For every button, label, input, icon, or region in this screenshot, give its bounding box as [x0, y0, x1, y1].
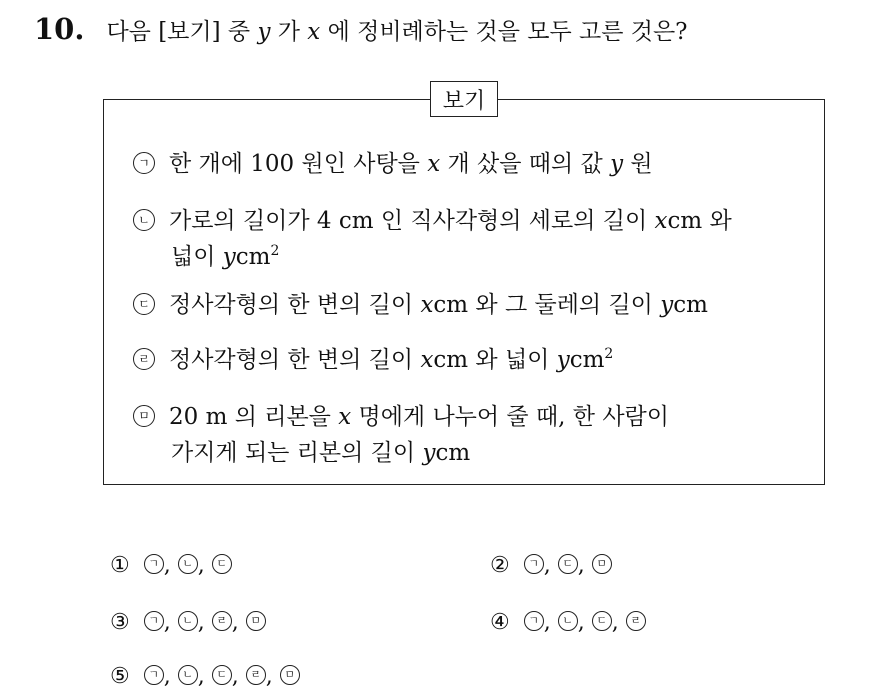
item-text: 개 샀을 때의 값 — [447, 151, 603, 177]
variable-y: y — [660, 292, 674, 318]
item-line-2 — [133, 239, 732, 275]
variable-y: y — [556, 347, 570, 373]
choice-mark: ㄱ — [524, 611, 544, 631]
variable-x: x — [307, 19, 321, 45]
choice-5[interactable]: ⑤ ㄱ , ㄴ , ㄷ , ㄹ , ㅁ — [110, 664, 300, 689]
item-text: 한 개에 100 원인 사탕을 — [169, 151, 420, 177]
marker-rieul: ㄹ — [133, 348, 155, 370]
choice-mark: ㄴ — [178, 611, 198, 631]
choice-number: ⑤ — [110, 664, 130, 689]
bogi-item-5 — [133, 399, 669, 471]
item-text: cm 와 넓이 — [433, 347, 550, 373]
item-text: 명에게 나누어 줄 때, 한 사람이 — [358, 404, 669, 430]
choice-mark: ㅁ — [592, 554, 612, 574]
marker-digeut: ㄷ — [133, 293, 155, 315]
variable-x: x — [338, 404, 352, 430]
item-text: cm 와 그 둘레의 길이 — [433, 292, 653, 318]
choice-mark: ㅁ — [246, 611, 266, 631]
variable-x: x — [427, 151, 441, 177]
choice-number: ② — [490, 553, 510, 578]
choice-mark: ㄴ — [558, 611, 578, 631]
bogi-item-3 — [133, 287, 708, 323]
question-header — [34, 12, 688, 46]
choice-mark: ㄹ — [212, 611, 232, 631]
marker-giyeok: ㄱ — [133, 152, 155, 174]
choice-mark: ㄷ — [592, 611, 612, 631]
unit: cm — [435, 440, 471, 466]
choice-1[interactable]: ① ㄱ , ㄴ , ㄷ — [110, 553, 232, 578]
variable-x: x — [420, 292, 434, 318]
choice-mark: ㄷ — [212, 665, 232, 685]
variable-y: y — [422, 440, 436, 466]
choice-number: ④ — [490, 610, 510, 635]
exponent: 2 — [270, 243, 280, 259]
choice-4[interactable]: ④ ㄱ , ㄴ , ㄷ , ㄹ — [490, 610, 646, 635]
question-text-part: 에 정비례하는 것을 모두 고른 것은? — [327, 19, 688, 45]
choice-mark: ㄱ — [144, 554, 164, 574]
marker-mieum: ㅁ — [133, 405, 155, 427]
item-text: 가지게 되는 리본의 길이 — [171, 440, 416, 466]
exponent: 2 — [604, 346, 614, 362]
choice-number: ① — [110, 553, 130, 578]
question-text-part: 다음 [보기] 중 — [106, 19, 251, 45]
marker-nieun: ㄴ — [133, 209, 155, 231]
choice-mark: ㄴ — [178, 554, 198, 574]
choice-mark: ㄱ — [524, 554, 544, 574]
bogi-label: 보기 — [430, 81, 498, 117]
unit: cm — [235, 244, 271, 270]
item-text: 원 — [630, 151, 653, 177]
item-text: 20 m 의 리본을 — [169, 404, 331, 430]
bogi-item-1 — [133, 146, 653, 182]
bogi-item-2 — [133, 203, 732, 275]
variable-x: x — [654, 208, 668, 234]
item-text: 가로의 길이가 4 cm 인 직사각형의 세로의 길이 — [169, 208, 648, 234]
choice-mark: ㄹ — [246, 665, 266, 685]
question-number: 10. — [34, 12, 85, 46]
variable-y: y — [257, 19, 271, 45]
choice-mark: ㄹ — [626, 611, 646, 631]
item-text: 정사각형의 한 변의 길이 — [169, 347, 414, 373]
choice-mark: ㄷ — [558, 554, 578, 574]
choice-number: ③ — [110, 610, 130, 635]
question-text-part: 가 — [277, 19, 300, 45]
variable-y: y — [222, 244, 236, 270]
item-text: 정사각형의 한 변의 길이 — [169, 292, 414, 318]
choice-3[interactable]: ③ ㄱ , ㄴ , ㄹ , ㅁ — [110, 610, 266, 635]
choice-mark: ㄷ — [212, 554, 232, 574]
bogi-item-4 — [133, 342, 613, 378]
item-line-2 — [133, 435, 669, 471]
variable-y: y — [610, 151, 624, 177]
choice-2[interactable]: ② ㄱ , ㄷ , ㅁ — [490, 553, 612, 578]
choice-mark: ㅁ — [280, 665, 300, 685]
unit: cm — [673, 292, 708, 318]
item-text: cm 와 — [667, 208, 732, 234]
choice-mark: ㄴ — [178, 665, 198, 685]
choice-mark: ㄱ — [144, 611, 164, 631]
variable-x: x — [420, 347, 434, 373]
choice-mark: ㄱ — [144, 665, 164, 685]
question-text — [106, 13, 687, 46]
item-text: 넓이 — [171, 244, 216, 270]
unit: cm — [569, 347, 605, 373]
